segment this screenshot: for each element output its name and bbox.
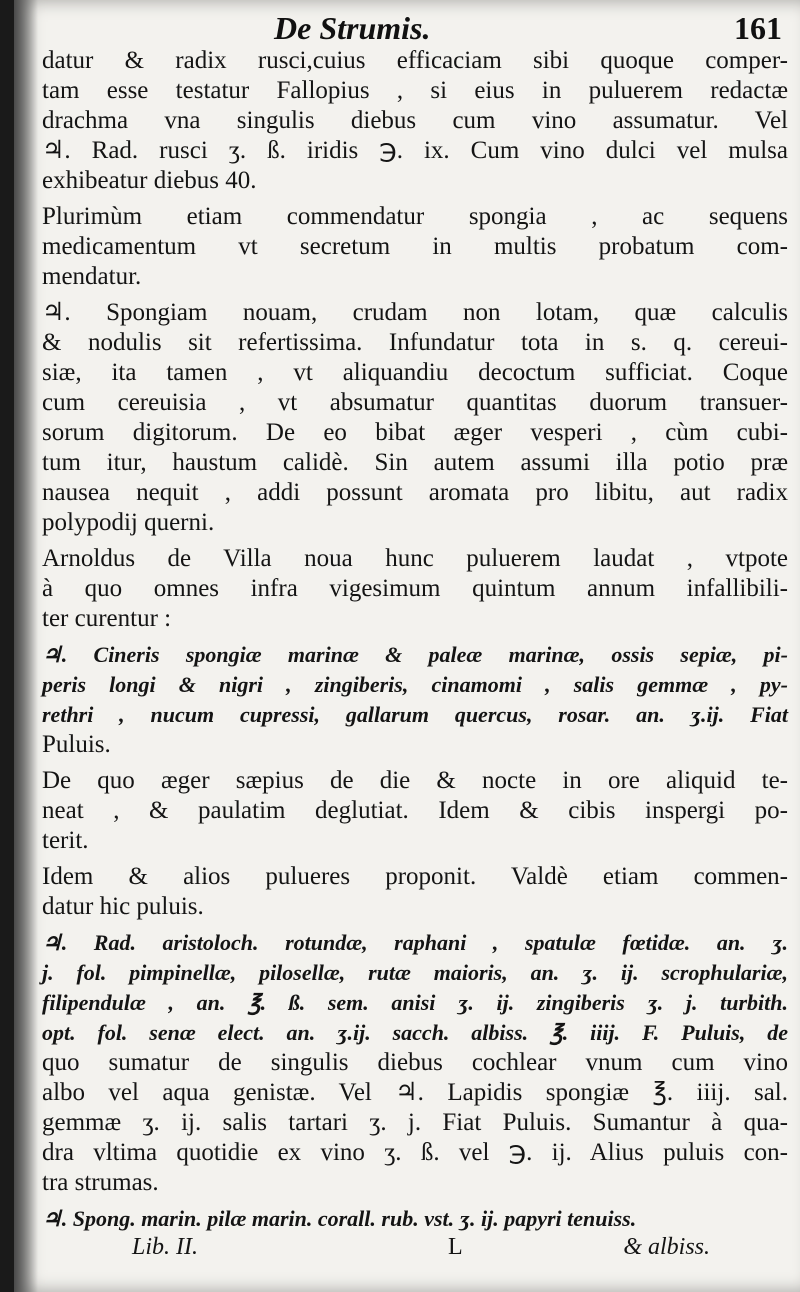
- recipe-paragraph: [42, 928, 788, 1198]
- text-line: siæ, ita tamen , vt aliquandiu decoctum sufficiat. Coque: [42, 359, 788, 386]
- text-line: quo sumatur de singulis diebus cochlear vnum cum vino: [42, 1049, 788, 1076]
- text-line: nausea nequit , addi possunt aromata pro libitu, aut radix: [42, 479, 788, 506]
- recipe-line: ♃. Rad. aristoloch. rotundæ, raphani , spatulæ fœtidæ. an. ʒ.: [42, 930, 788, 955]
- recipe-line: ♃. Spong. marin. pilæ marin. corall. rub. vst. ʒ. ij. papyri tenuiss.: [42, 1206, 637, 1231]
- text-line: polypodij querni.: [42, 509, 215, 536]
- text-line: cum cereuisia , vt absumatur quantitas duorum transuer-: [42, 389, 788, 416]
- text-line: De quo æger sæpius de die & nocte in ore aliquid te-: [42, 767, 788, 794]
- text-line: sorum digitorum. De eo bibat æger vesperi , cùm cubi-: [42, 419, 788, 446]
- text-line: datur & radix rusci,cuius efficaciam sibi quoque comper-: [42, 47, 788, 74]
- recipe-line: filipendulæ , an. ℥. ß. sem. anisi ʒ. ij. zingiberis ʒ. j. turbith.: [42, 990, 788, 1015]
- page-body: [42, 46, 788, 1240]
- recipe-line: ♃. Cineris spongiæ marinæ & paleæ marinæ, ossis sepiæ, pi-: [42, 642, 788, 667]
- text-line: albo vel aqua genistæ. Vel ♃. Lapidis spongiæ ℥. iiij. sal.: [42, 1079, 788, 1106]
- paragraph: [42, 862, 788, 922]
- text-line: Puluis.: [42, 731, 111, 758]
- paragraph: [42, 46, 788, 196]
- recipe-line: j. fol. pimpinellæ, pilosellæ, rutæ maioris, an. ʒ. ij. scrophulariæ,: [42, 960, 788, 985]
- text-line: dra vltima quotidie ex vino ʒ. ß. vel ℈. ij. Alius puluis con-: [42, 1139, 788, 1166]
- text-line: ♃. Rad. rusci ʒ. ß. iridis ℈. ix. Cum vino dulci vel mulsa: [42, 137, 788, 164]
- book-number: Lib. II.: [132, 1234, 198, 1260]
- book-page: [14, 0, 800, 1292]
- catchword: & albiss.: [623, 1234, 710, 1260]
- text-line: exhibeatur diebus 40.: [42, 167, 257, 194]
- text-line: Arnoldus de Villa noua hunc puluerem laudat , vtpote: [42, 545, 788, 572]
- text-line: gemmæ ʒ. ij. salis tartari ʒ. j. Fiat Puluis. Sumantur à qua-: [42, 1109, 788, 1136]
- recipe-line: rethri , nucum cupressi, gallarum quercus, rosar. an. ʒ.ij. Fiat: [42, 702, 788, 727]
- page-footer: [14, 1232, 800, 1266]
- text-line: ♃. Spongiam nouam, crudam non lotam, quæ calculis: [42, 299, 788, 326]
- text-line: drachma vna singulis diebus cum vino assumatur. Vel: [42, 107, 788, 134]
- recipe-paragraph: [42, 298, 788, 538]
- running-title: De Strumis.: [274, 10, 431, 46]
- text-line: & nodulis sit refertissima. Infundatur tota in s. q. cereui-: [42, 329, 788, 356]
- text-line: à quo omnes infra vigesimum quintum annum infallibili-: [42, 575, 788, 602]
- text-line: tra strumas.: [42, 1169, 159, 1196]
- recipe-paragraph: [42, 640, 788, 760]
- text-line: Idem & alios pulueres proponit. Valdè etiam commen-: [42, 863, 788, 890]
- recipe-line: opt. fol. senæ elect. an. ʒ.ij. sacch. albiss. ℥. iiij. F. Puluis, de: [42, 1020, 788, 1045]
- paragraph: [42, 766, 788, 856]
- recipe-paragraph: [42, 1204, 788, 1234]
- text-line: mendatur.: [42, 263, 142, 290]
- text-line: tam esse testatur Fallopius , si eius in puluerem redactæ: [42, 77, 788, 104]
- text-line: medicamentum vt secretum in multis probatum com-: [42, 233, 788, 260]
- signature-mark: L: [448, 1234, 463, 1260]
- text-line: terit.: [42, 827, 89, 854]
- text-line: Plurimùm etiam commendatur spongia , ac sequens: [42, 203, 788, 230]
- paragraph: [42, 544, 788, 634]
- page-number: 161: [734, 10, 782, 46]
- paragraph: [42, 202, 788, 292]
- text-line: neat , & paulatim deglutiat. Idem & cibis inspergi po-: [42, 797, 788, 824]
- text-line: tum itur, haustum calidè. Sin autem assumi illa potio præ: [42, 449, 788, 476]
- text-line: datur hic puluis.: [42, 893, 204, 920]
- recipe-line: peris longi & nigri , zingiberis, cinamomi , salis gemmæ , py-: [42, 672, 788, 697]
- text-line: ter curentur :: [42, 605, 172, 632]
- page-gutter-shadow: [14, 0, 38, 1292]
